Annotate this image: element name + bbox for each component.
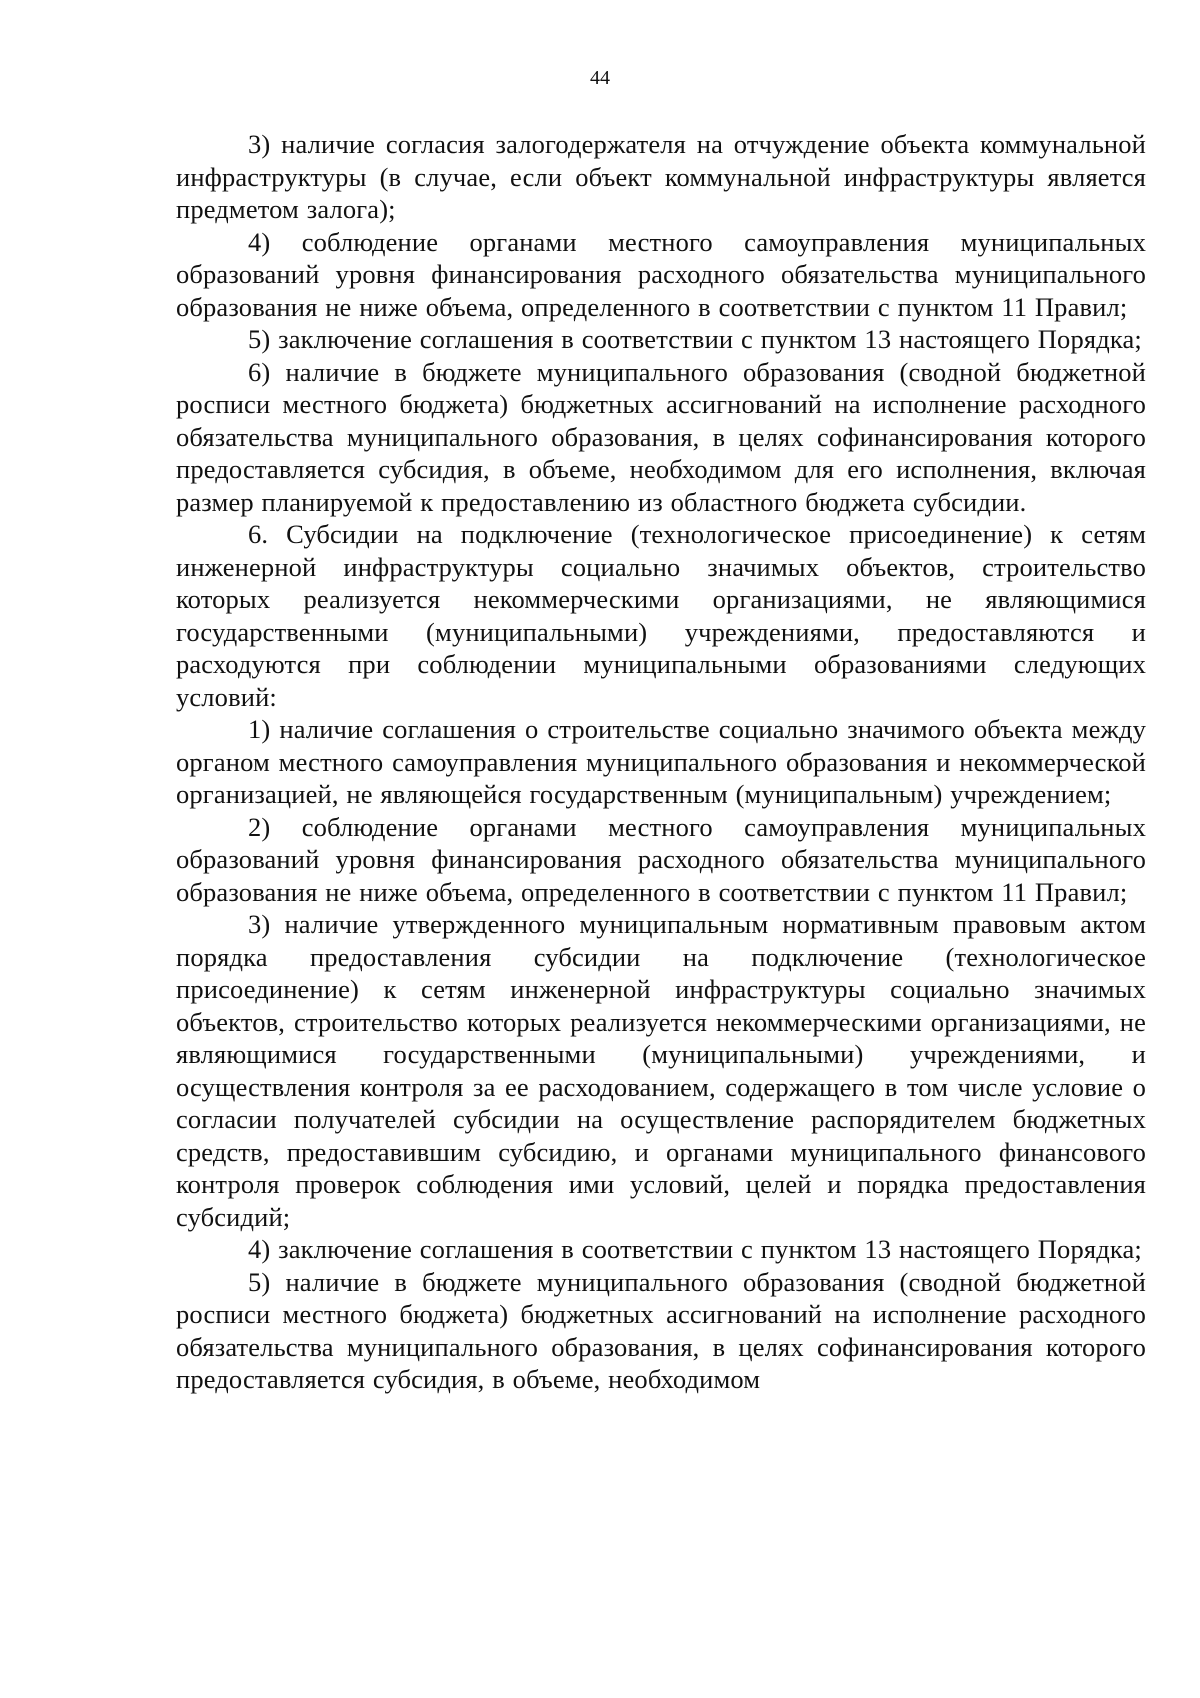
paragraph-item-3-pledge-consent: 3) наличие согласия залогодержателя на отчуждение объекта коммунальной инфраструктуры (в случае, если объект коммунальной инфраструктуры является предметом залога); <box>176 129 1146 224</box>
paragraph-item-4-agreement: 4) заключение соглашения в соответствии с пунктом 13 настоящего Порядка; <box>248 1234 1142 1264</box>
paragraph-item-1-construction-agreement: 1) наличие соглашения о строительстве социально значимого объекта между органом местного самоуправления муниципального образования и некоммерческой организацией, не являющейся государственным (муниципальным) учреждением; <box>176 714 1146 809</box>
document-body <box>176 128 1146 1396</box>
paragraph-section-6-subsidies: 6. Субсидии на подключение (технологическое присоединение) к сетям инженерной инфраструктуры социально значимых объектов, строительство которых реализуется некоммерческими организациями, не являющимися государственными (муниципальными) учреждениями, предоставляются и расходуются при соблюдении муниципальными образованиями следующих условий: <box>176 519 1146 712</box>
paragraph-item-3-approved-procedure: 3) наличие утвержденного муниципальным нормативным правовым актом порядка предоставления субсидии на подключение (технологическое присоединение) к сетям инженерной инфраструктуры социально значимых объектов, строительство которых реализуется некоммерческими организациями, не являющимися государственными (муниципальными) учреждениями, и осуществления контроля за ее расходованием, содержащего в том числе условие о согласии получателей субсидии на осуществление распорядителем бюджетных средств, предоставившим субсидию, и органами муниципального финансового контроля проверок соблюдения ими условий, целей и порядка предоставления субсидий; <box>176 909 1146 1232</box>
paragraph-item-5-budget-allocations: 5) наличие в бюджете муниципального образования (сводной бюджетной росписи местного бюджета) бюджетных ассигнований на исполнение расходного обязательства муниципального образования, в целях софинансирования которого предоставляется субсидия, в объеме, необходимом <box>176 1266 1146 1394</box>
paragraph-item-6-budget-allocations: 6) наличие в бюджете муниципального образования (сводной бюджетной росписи местного бюджета) бюджетных ассигнований на исполнение расходного обязательства муниципального образования, в целях софинансирования которого предоставляется субсидия, в объеме, необходимом для его исполнения, включая размер планируемой к предоставлению из областного бюджета субсидии. <box>176 356 1146 517</box>
paragraph-item-4-financing-level: 4) соблюдение органами местного самоуправления муниципальных образований уровня финансирования расходного обязательства муниципального образования не ниже объема, определенного в соответствии с пунктом 11 Правил; <box>176 226 1146 322</box>
page-number: 44 <box>590 67 610 89</box>
paragraph-item-2-financing-level: 2) соблюдение органами местного самоуправления муниципальных образований уровня финансирования расходного обязательства муниципального образования не ниже объема, определенного в соответствии с пунктом 11 Правил; <box>176 811 1146 907</box>
paragraph-item-5-agreement: 5) заключение соглашения в соответствии с пунктом 13 настоящего Порядка; <box>248 324 1142 354</box>
